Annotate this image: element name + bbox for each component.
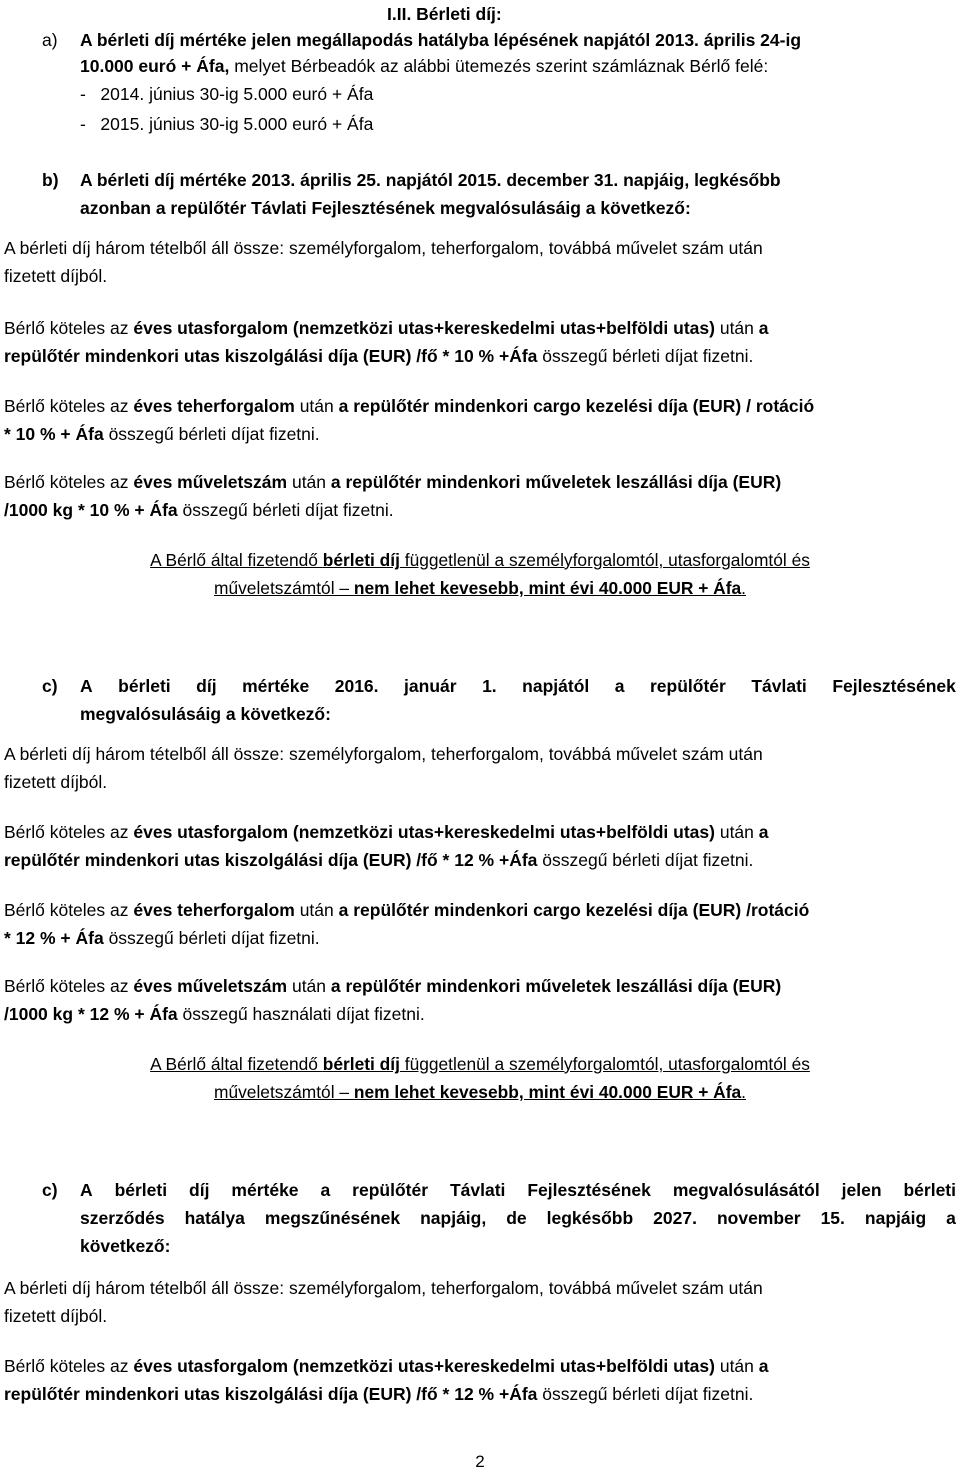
text: bérleti díj [322, 550, 400, 570]
word: megvalósulásától [672, 1180, 820, 1200]
text: éves utasforgalom (nemzetközi utas+kereskedelmi utas+belföldi utas) [133, 318, 715, 338]
b-title-line-2 [0, 194, 960, 222]
c2-intro-text: A bérleti díj három tételből áll össze: személyforgalom, teherforgalom, továbbá művelet szám után [4, 1278, 763, 1298]
text: /1000 kg * 12 % + Áfa [4, 1004, 178, 1024]
word: de [506, 1208, 527, 1228]
word: január [404, 676, 457, 696]
word: legkésőbb [546, 1208, 634, 1228]
word: a [614, 676, 625, 696]
c2-title-words-2 [80, 1204, 956, 1232]
word: Fejlesztésének [527, 1180, 651, 1200]
b-ops-line-2 [0, 496, 960, 524]
a-amount: 10.000 euró + Áfa, [80, 56, 230, 76]
a-line-2 [0, 52, 960, 80]
text: * 10 % + Áfa [4, 424, 104, 444]
c1-title-text: megvalósulásáig a következő: [80, 704, 331, 724]
text: Bérlő köteles az [4, 900, 134, 920]
word: hatálya [184, 1208, 245, 1228]
text: összegű bérleti díjat fizetni. [537, 850, 754, 870]
text: Bérlő köteles az [4, 976, 134, 996]
word: napjáig [864, 1208, 927, 1228]
word: Fejlesztésének [832, 676, 956, 696]
c2-title-line-1 [0, 1176, 960, 1204]
c1-label: c) [42, 676, 58, 696]
text: repülőtér mindenkori utas kiszolgálási díja (EUR) /fő * 10 % +Áfa [4, 346, 538, 366]
b-intro-text: A bérleti díj három tételből áll össze: személyforgalom, teherforgalom, továbbá művelet szám után [4, 238, 763, 258]
a-schedule-item: - 2014. június 30-ig 5.000 euró + Áfa [80, 84, 374, 104]
word: repülőtér [650, 676, 726, 696]
b-cargo-line-2 [0, 420, 960, 448]
text: repülőtér mindenkori utas kiszolgálási díja (EUR) /fő * 12 % +Áfa [4, 850, 538, 870]
a-line-1-text: A bérleti díj mértéke jelen megállapodás hatályba lépésének napjától 2013. április 24-ig [80, 30, 802, 50]
word: díj [189, 1180, 210, 1200]
a-line-2-text: melyet Bérbeadók az alábbi ütemezés szerint számláznak Bérlő felé: [229, 56, 769, 76]
text: a repülőtér mindenkori műveletek leszállási díja (EUR) [330, 976, 782, 996]
text: Bérlő köteles az [4, 1356, 134, 1376]
c2-title-line-3 [0, 1232, 960, 1260]
c1-title-line-2 [0, 700, 960, 728]
c1-cargo-line-2 [0, 924, 960, 952]
b-title-text: azonban a repülőtér Távlati Fejlesztésének megvalósulásáig a következő: [80, 198, 691, 218]
c1-intro-text: fizetett díjból. [4, 772, 108, 792]
c1-title-line-1 [0, 672, 960, 700]
word: A [80, 676, 93, 696]
c2-pax-line-1 [0, 1352, 960, 1380]
text: után [714, 318, 759, 338]
word: mértéke [242, 676, 310, 696]
word: bérleti [114, 1180, 168, 1200]
c1-intro-line-1 [0, 740, 960, 768]
word: díj [196, 676, 217, 696]
word: repülőtér [352, 1180, 429, 1200]
text: a [758, 822, 769, 842]
c1-intro-line-2 [0, 768, 960, 796]
a-schedule-item: - 2015. június 30-ig 5.000 euró + Áfa [80, 114, 374, 134]
section-heading [0, 0, 960, 28]
c2-label: c) [42, 1180, 58, 1200]
word: Távlati [751, 676, 807, 696]
word: napjától [522, 676, 590, 696]
text: éves műveletszám [133, 976, 288, 996]
a-line-1 [0, 26, 960, 54]
text: A Bérlő által fizetendő [150, 1054, 323, 1074]
text: után [287, 976, 331, 996]
word: 15. [820, 1208, 845, 1228]
c2-intro-line-1 [0, 1274, 960, 1302]
word: Távlati [449, 1180, 506, 1200]
text: . [741, 1082, 746, 1102]
text: A Bérlő által fizetendő [150, 550, 323, 570]
c1-ops-line-2 [0, 1000, 960, 1028]
b-minimum-line-1 [4, 546, 956, 574]
c2-title-line-2 [0, 1204, 960, 1232]
c2-intro-line-2 [0, 1302, 960, 1330]
c1-cargo-line-1 [0, 896, 960, 924]
b-intro-text: fizetett díjból. [4, 266, 108, 286]
b-ops-line-1 [0, 468, 960, 496]
text: a repülőtér mindenkori cargo kezelési díja (EUR) / rotáció [338, 396, 815, 416]
b-pax-line-1 [0, 314, 960, 342]
b-label: b) [42, 170, 59, 190]
text: Bérlő köteles az [4, 472, 134, 492]
text: a repülőtér mindenkori műveletek leszállási díja (EUR) [330, 472, 782, 492]
word: mértéke [231, 1180, 299, 1200]
word: november [716, 1208, 801, 1228]
c1-title-words [80, 672, 956, 700]
b-title-line-1 [0, 166, 960, 194]
c2-title-words-1 [80, 1176, 956, 1204]
text: összegű bérleti díjat fizetni. [537, 346, 754, 366]
text: műveletszámtól – [214, 578, 354, 598]
c1-ops-line-1 [0, 972, 960, 1000]
text: Bérlő köteles az [4, 396, 134, 416]
a-schedule-1 [0, 80, 960, 108]
text: után [714, 822, 759, 842]
a-schedule-2 [0, 110, 960, 138]
text: függetlenül a személyforgalomtól, utasforgalomtól és [399, 1054, 810, 1074]
text: után [714, 1356, 759, 1376]
text: a [758, 1356, 769, 1376]
text: éves teherforgalom [133, 900, 295, 920]
word: 2016. [334, 676, 379, 696]
text: /1000 kg * 10 % + Áfa [4, 500, 178, 520]
word: bérleti [118, 676, 171, 696]
b-title-text: A bérleti díj mértéke 2013. április 25. napjától 2015. december 31. napjáig, legkésőbb [80, 170, 781, 190]
text: . [741, 578, 746, 598]
b-cargo-line-1 [0, 392, 960, 420]
text: éves utasforgalom (nemzetközi utas+kereskedelmi utas+belföldi utas) [133, 822, 715, 842]
text: összegű használati díjat fizetni. [177, 1004, 425, 1024]
word: szerződés [80, 1208, 165, 1228]
c1-pax-line-2 [0, 846, 960, 874]
c1-minimum-line-2 [4, 1078, 956, 1106]
text: repülőtér mindenkori utas kiszolgálási díja (EUR) /fő * 12 % +Áfa [4, 1384, 538, 1404]
c2-title-text: következő: [80, 1236, 171, 1256]
c1-intro-text: A bérleti díj három tételből áll össze: személyforgalom, teherforgalom, továbbá művelet szám után [4, 744, 763, 764]
word: napjáig, [420, 1208, 487, 1228]
page-number: 2 [475, 1452, 485, 1471]
text: a [758, 318, 769, 338]
word: 2027. [653, 1208, 697, 1228]
text: után [294, 396, 339, 416]
word: jelen [841, 1180, 882, 1200]
word: megszűnésének [264, 1208, 401, 1228]
c1-pax-line-1 [0, 818, 960, 846]
text: * 12 % + Áfa [4, 928, 104, 948]
text: a repülőtér mindenkori cargo kezelési díja (EUR) /rotáció [338, 900, 810, 920]
word: A [80, 1180, 93, 1200]
b-pax-line-2 [0, 342, 960, 370]
text: összegű bérleti díjat fizetni. [103, 928, 320, 948]
word: bérleti [903, 1180, 956, 1200]
text: után [294, 900, 339, 920]
text: összegű bérleti díjat fizetni. [177, 500, 394, 520]
text: függetlenül a személyforgalomtól, utasforgalomtól és [399, 550, 810, 570]
text: nem lehet kevesebb, mint évi 40.000 EUR + Áfa [353, 578, 742, 598]
text: műveletszámtól – [214, 1082, 354, 1102]
heading-text: I.II. Bérleti díj: [387, 4, 502, 24]
text: bérleti díj [322, 1054, 400, 1074]
text: után [287, 472, 331, 492]
b-intro-line-2 [0, 262, 960, 290]
text: Bérlő köteles az [4, 822, 134, 842]
b-minimum-line-2 [4, 574, 956, 602]
word: a [320, 1180, 331, 1200]
c2-pax-line-2 [0, 1380, 960, 1408]
word: a [946, 1208, 956, 1228]
text: összegű bérleti díjat fizetni. [103, 424, 320, 444]
text: éves utasforgalom (nemzetközi utas+kereskedelmi utas+belföldi utas) [133, 1356, 715, 1376]
text: összegű bérleti díjat fizetni. [537, 1384, 754, 1404]
text: Bérlő köteles az [4, 318, 134, 338]
text: éves teherforgalom [133, 396, 295, 416]
a-label: a) [42, 30, 58, 50]
c1-minimum-line-1 [4, 1050, 956, 1078]
text: nem lehet kevesebb, mint évi 40.000 EUR + Áfa [353, 1082, 742, 1102]
word: 1. [482, 676, 497, 696]
b-intro-line-1 [0, 234, 960, 262]
text: éves műveletszám [133, 472, 288, 492]
c2-intro-text: fizetett díjból. [4, 1306, 108, 1326]
